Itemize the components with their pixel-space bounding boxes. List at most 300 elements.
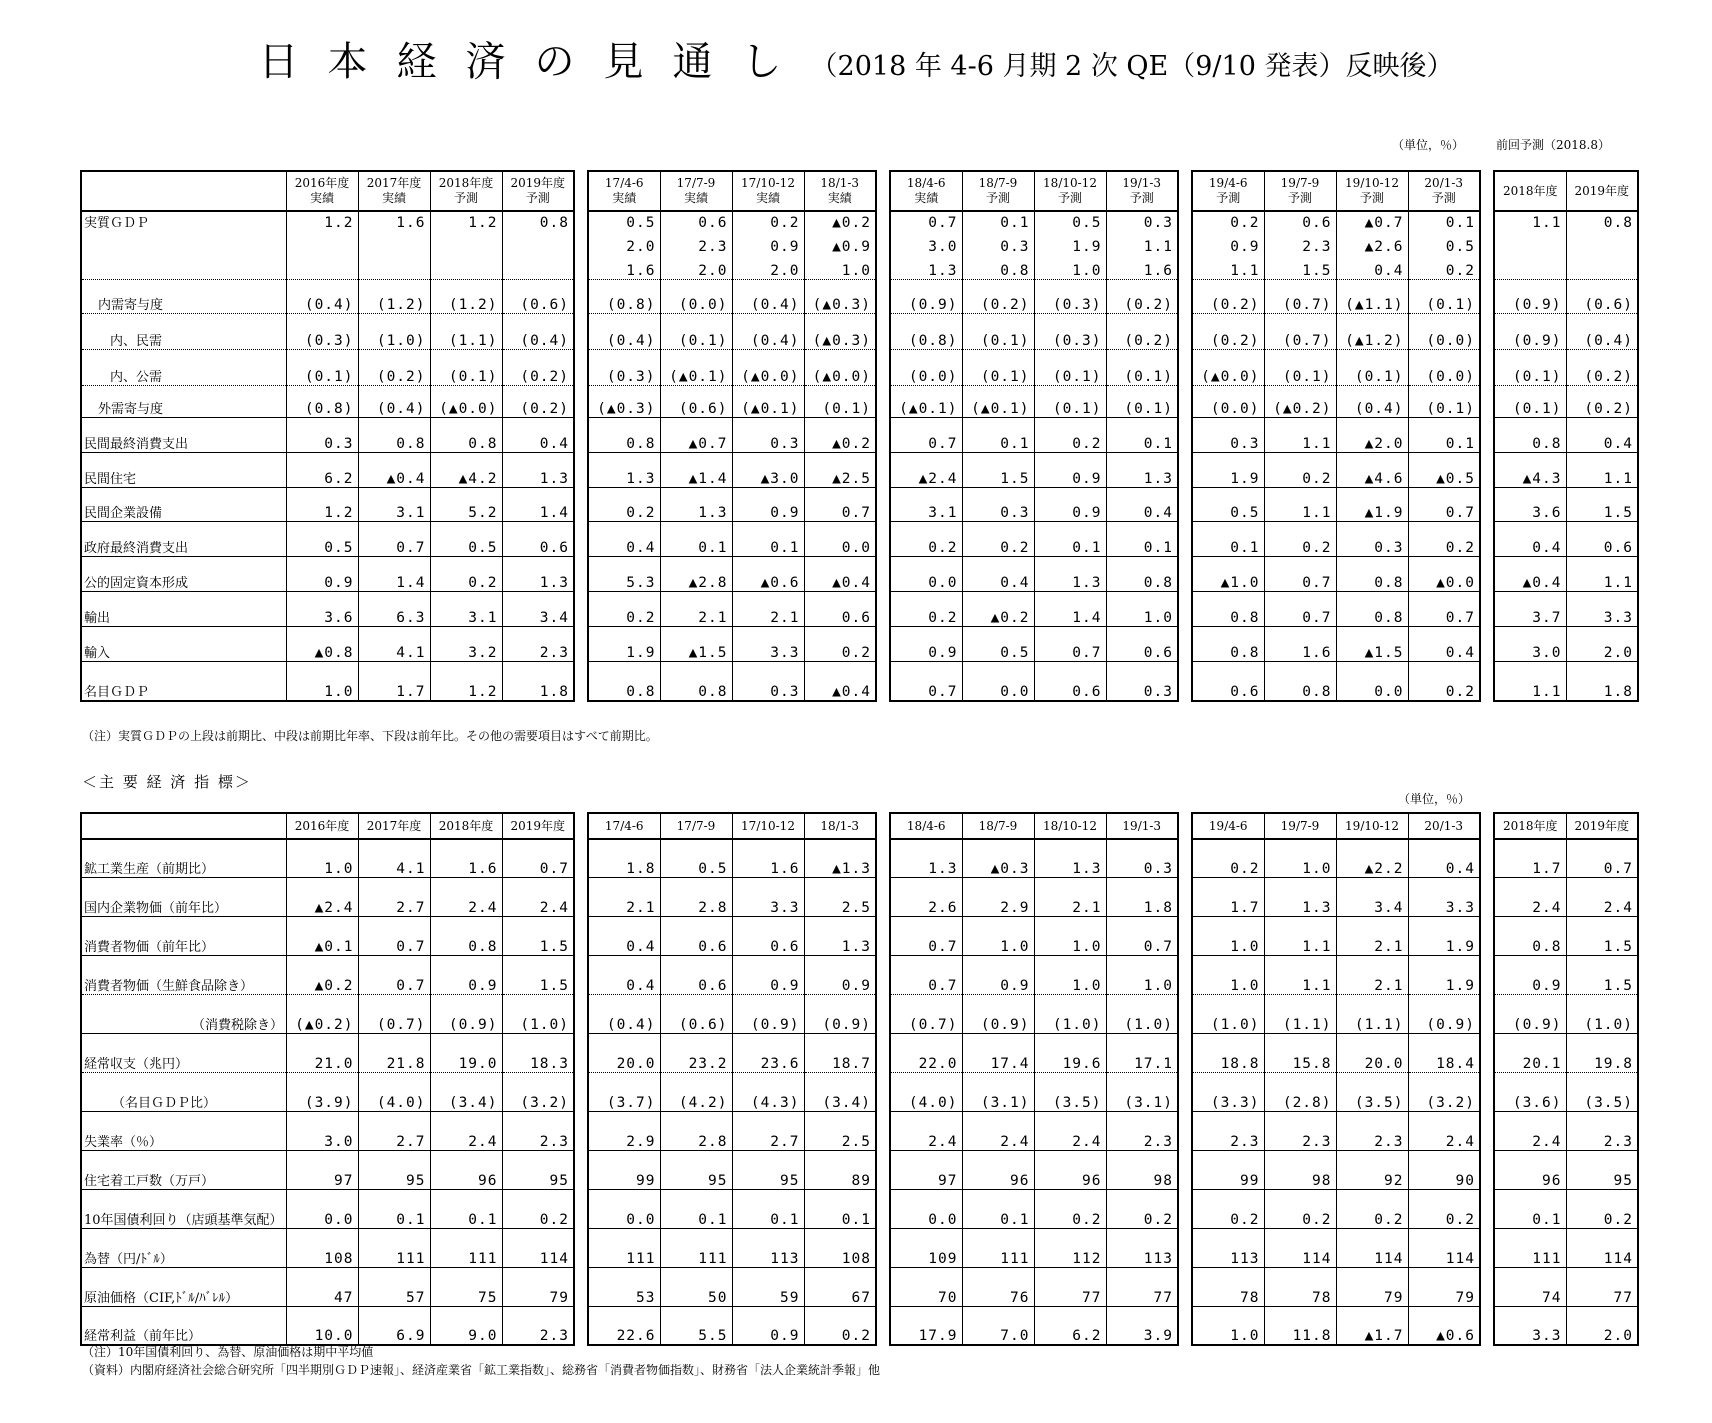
value-cell: 0.1 bbox=[660, 521, 732, 556]
value-cell: 0.7 bbox=[1408, 487, 1480, 521]
value-cell: 0.8 bbox=[1566, 211, 1638, 231]
value-cell: 18.4 bbox=[1408, 1033, 1480, 1072]
value-cell: 0.5 bbox=[430, 521, 502, 556]
value-cell: 1.5 bbox=[1566, 487, 1638, 521]
value-cell: 0.2 bbox=[962, 521, 1034, 556]
value-cell: 0.5 bbox=[1034, 211, 1106, 231]
value-cell: 3.1 bbox=[890, 487, 962, 521]
value-cell: 2019年度 bbox=[1566, 171, 1638, 211]
value-cell: 3.1 bbox=[358, 487, 430, 521]
value-cell: 47 bbox=[286, 1267, 358, 1306]
value-cell: 17/10-12 bbox=[732, 813, 804, 839]
value-cell: 0.2 bbox=[1034, 417, 1106, 452]
value-cell: ▲2.2 bbox=[1336, 839, 1408, 877]
value-cell: 0.3 bbox=[1106, 839, 1178, 877]
value-cell: 1.9 bbox=[1408, 916, 1480, 955]
value-cell: 2017年度 実績 bbox=[358, 171, 430, 211]
value-cell: (0.1) bbox=[660, 313, 732, 349]
section-title: ＜主 要 経 済 指 標＞ bbox=[82, 773, 252, 791]
value-cell: 21.0 bbox=[286, 1033, 358, 1072]
row-label: 為替（円/ﾄﾞﾙ） bbox=[81, 1228, 286, 1267]
value-cell: (0.1) bbox=[1408, 385, 1480, 417]
value-cell: 2.4 bbox=[1566, 877, 1638, 916]
value-cell: 0.8 bbox=[1336, 556, 1408, 591]
value-cell: (2.8) bbox=[1264, 1072, 1336, 1111]
value-cell: 17/7-9 実績 bbox=[660, 171, 732, 211]
value-cell: 0.8 bbox=[1336, 591, 1408, 626]
value-cell: 1.0 bbox=[286, 839, 358, 877]
value-cell: 1.8 bbox=[502, 661, 574, 701]
value-cell: 0.5 bbox=[1408, 231, 1480, 255]
value-cell: (▲0.0) bbox=[430, 385, 502, 417]
value-cell: (0.6) bbox=[660, 385, 732, 417]
value-cell: 2.3 bbox=[502, 626, 574, 661]
value-cell: 1.1 bbox=[1264, 955, 1336, 994]
value-cell: (0.1) bbox=[430, 349, 502, 385]
row-label: （消費税除き） bbox=[81, 994, 286, 1033]
value-cell: ▲0.2 bbox=[286, 955, 358, 994]
value-cell: (3.6) bbox=[1494, 1072, 1566, 1111]
value-cell: 111 bbox=[962, 1228, 1034, 1267]
row-label: 輸入 bbox=[81, 626, 286, 661]
value-cell: 19.0 bbox=[430, 1033, 502, 1072]
value-cell: 1.6 bbox=[358, 211, 430, 231]
value-cell: 108 bbox=[286, 1228, 358, 1267]
value-cell: (0.1) bbox=[804, 385, 876, 417]
value-cell: (0.1) bbox=[1494, 349, 1566, 385]
table-row bbox=[81, 955, 1638, 994]
value-cell: ▲0.1 bbox=[286, 916, 358, 955]
table-header bbox=[81, 813, 1638, 839]
value-cell: 0.8 bbox=[430, 417, 502, 452]
value-cell: (4.3) bbox=[732, 1072, 804, 1111]
value-cell: 0.8 bbox=[358, 417, 430, 452]
value-cell: ▲0.9 bbox=[804, 231, 876, 255]
value-cell: 0.1 bbox=[1106, 417, 1178, 452]
value-cell: 2.9 bbox=[588, 1111, 660, 1150]
value-cell: 18/10-12 予測 bbox=[1034, 171, 1106, 211]
value-cell: 0.8 bbox=[1192, 626, 1264, 661]
title-sub: （2018 年 4-6 月期 2 次 QE（9/10 発表）反映後） bbox=[810, 51, 1454, 82]
value-cell: 17/7-9 bbox=[660, 813, 732, 839]
value-cell: 111 bbox=[660, 1228, 732, 1267]
value-cell: (0.1) bbox=[1494, 385, 1566, 417]
value-cell: 19/10-12 bbox=[1336, 813, 1408, 839]
value-cell: 0.7 bbox=[890, 955, 962, 994]
value-cell: 0.2 bbox=[1192, 211, 1264, 231]
note-1: （注）実質ＧＤＰの上段は前期比、中段は前期比年率、下段は前年比。その他の需要項目はすべて前期比。 bbox=[82, 729, 658, 743]
value-cell: 2.5 bbox=[804, 877, 876, 916]
value-cell: 98 bbox=[1264, 1150, 1336, 1189]
value-cell: 0.4 bbox=[588, 521, 660, 556]
value-cell: 0.2 bbox=[890, 591, 962, 626]
value-cell: 17/4-6 実績 bbox=[588, 171, 660, 211]
table-row bbox=[81, 349, 1638, 385]
row-label: 輸出 bbox=[81, 591, 286, 626]
value-cell: 1.8 bbox=[1566, 661, 1638, 701]
value-cell: 0.9 bbox=[1034, 487, 1106, 521]
value-cell: (0.0) bbox=[1192, 385, 1264, 417]
value-cell: 1.0 bbox=[1034, 955, 1106, 994]
row-label: 鉱工業生産（前期比） bbox=[81, 839, 286, 877]
value-cell: 17/4-6 bbox=[588, 813, 660, 839]
value-cell: 1.0 bbox=[1192, 1306, 1264, 1345]
value-cell: 0.8 bbox=[1192, 591, 1264, 626]
value-cell: (0.9) bbox=[1494, 994, 1566, 1033]
value-cell: 0.2 bbox=[804, 1306, 876, 1345]
value-cell: 22.6 bbox=[588, 1306, 660, 1345]
value-cell: 0.8 bbox=[962, 255, 1034, 279]
value-cell: 4.1 bbox=[358, 839, 430, 877]
value-cell: 3.6 bbox=[286, 591, 358, 626]
value-cell bbox=[286, 231, 358, 255]
value-cell: 1.5 bbox=[1264, 255, 1336, 279]
value-cell: (3.1) bbox=[1106, 1072, 1178, 1111]
value-cell: (0.3) bbox=[286, 313, 358, 349]
note-2a: （注）10年国債利回り、為替、原油価格は期中平均値 bbox=[82, 1345, 374, 1359]
value-cell: 2.3 bbox=[502, 1306, 574, 1345]
value-cell: 2.0 bbox=[588, 231, 660, 255]
table-row bbox=[81, 1228, 1638, 1267]
value-cell: 3.0 bbox=[890, 231, 962, 255]
value-cell: (3.9) bbox=[286, 1072, 358, 1111]
value-cell: 1.3 bbox=[588, 452, 660, 487]
value-cell: 19/1-3 予測 bbox=[1106, 171, 1178, 211]
value-cell: 1.6 bbox=[430, 839, 502, 877]
value-cell: 67 bbox=[804, 1267, 876, 1306]
value-cell: 0.1 bbox=[1494, 1189, 1566, 1228]
value-cell: (1.1) bbox=[1264, 994, 1336, 1033]
value-cell bbox=[430, 231, 502, 255]
value-cell: (▲0.1) bbox=[890, 385, 962, 417]
value-cell: 0.2 bbox=[588, 487, 660, 521]
value-cell: 111 bbox=[1494, 1228, 1566, 1267]
value-cell: 1.1 bbox=[1106, 231, 1178, 255]
value-cell: 2.4 bbox=[1494, 877, 1566, 916]
value-cell: (1.2) bbox=[430, 279, 502, 313]
value-cell: 1.5 bbox=[502, 955, 574, 994]
value-cell: 0.2 bbox=[1566, 1189, 1638, 1228]
table-row bbox=[81, 626, 1638, 661]
value-cell: 109 bbox=[890, 1228, 962, 1267]
value-cell: 2.4 bbox=[1494, 1111, 1566, 1150]
row-label: 民間最終消費支出 bbox=[81, 417, 286, 452]
value-cell: ▲0.7 bbox=[1336, 211, 1408, 231]
value-cell: ▲0.4 bbox=[1494, 556, 1566, 591]
value-cell: 19/10-12 予測 bbox=[1336, 171, 1408, 211]
value-cell: 18.7 bbox=[804, 1033, 876, 1072]
value-cell: (0.9) bbox=[1494, 313, 1566, 349]
value-cell: 0.9 bbox=[962, 955, 1034, 994]
value-cell: 0.7 bbox=[502, 839, 574, 877]
value-cell: (0.3) bbox=[1034, 279, 1106, 313]
value-cell: 4.1 bbox=[358, 626, 430, 661]
value-cell: (1.0) bbox=[1034, 994, 1106, 1033]
value-cell: 0.3 bbox=[732, 661, 804, 701]
value-cell: 0.2 bbox=[1408, 521, 1480, 556]
value-cell: 3.1 bbox=[430, 591, 502, 626]
value-cell: ▲0.6 bbox=[1408, 1306, 1480, 1345]
value-cell: 0.7 bbox=[890, 417, 962, 452]
value-cell: 6.9 bbox=[358, 1306, 430, 1345]
value-cell: ▲0.0 bbox=[1408, 556, 1480, 591]
value-cell bbox=[430, 255, 502, 279]
value-cell: 0.0 bbox=[890, 1189, 962, 1228]
value-cell: 0.6 bbox=[1106, 626, 1178, 661]
value-cell: 0.1 bbox=[1106, 521, 1178, 556]
value-cell: (0.4) bbox=[588, 313, 660, 349]
value-cell: (▲1.1) bbox=[1336, 279, 1408, 313]
value-cell: (0.0) bbox=[890, 349, 962, 385]
value-cell: 1.4 bbox=[358, 556, 430, 591]
row-label: 民間住宅 bbox=[81, 452, 286, 487]
value-cell: 96 bbox=[1494, 1150, 1566, 1189]
table-row bbox=[81, 521, 1638, 556]
value-cell: 3.3 bbox=[1494, 1306, 1566, 1345]
value-cell: 1.3 bbox=[890, 255, 962, 279]
value-cell: 17.1 bbox=[1106, 1033, 1178, 1072]
value-cell: 0.4 bbox=[1494, 521, 1566, 556]
value-cell: 0.3 bbox=[286, 417, 358, 452]
value-cell: 2.0 bbox=[732, 255, 804, 279]
value-cell: 2.3 bbox=[660, 231, 732, 255]
value-cell: 7.0 bbox=[962, 1306, 1034, 1345]
table-row bbox=[81, 591, 1638, 626]
value-cell: 111 bbox=[430, 1228, 502, 1267]
value-cell: 18.8 bbox=[1192, 1033, 1264, 1072]
value-cell: 0.4 bbox=[1566, 417, 1638, 452]
value-cell bbox=[1566, 231, 1638, 255]
value-cell: (3.2) bbox=[1408, 1072, 1480, 1111]
value-cell: 0.2 bbox=[1336, 1189, 1408, 1228]
value-cell: 114 bbox=[1264, 1228, 1336, 1267]
value-cell: 0.9 bbox=[804, 955, 876, 994]
value-cell: 2.4 bbox=[1034, 1111, 1106, 1150]
value-cell: (0.6) bbox=[660, 994, 732, 1033]
table-row bbox=[81, 661, 1638, 701]
value-cell: 18/4-6 実績 bbox=[890, 171, 962, 211]
value-cell: 0.2 bbox=[502, 1189, 574, 1228]
value-cell: 1.1 bbox=[1494, 661, 1566, 701]
value-cell: 3.4 bbox=[502, 591, 574, 626]
row-label: 失業率（％） bbox=[81, 1111, 286, 1150]
value-cell: (0.7) bbox=[358, 994, 430, 1033]
value-cell: ▲2.5 bbox=[804, 452, 876, 487]
value-cell: 76 bbox=[962, 1267, 1034, 1306]
value-cell: 0.5 bbox=[286, 521, 358, 556]
value-cell: 0.6 bbox=[732, 916, 804, 955]
value-cell: 0.6 bbox=[1566, 521, 1638, 556]
value-cell: 0.6 bbox=[660, 916, 732, 955]
value-cell: 0.0 bbox=[286, 1189, 358, 1228]
value-cell: ▲1.0 bbox=[1192, 556, 1264, 591]
value-cell: 0.3 bbox=[962, 231, 1034, 255]
value-cell: 21.8 bbox=[358, 1033, 430, 1072]
value-cell: 2.1 bbox=[1336, 916, 1408, 955]
row-label: 経常収支（兆円） bbox=[81, 1033, 286, 1072]
value-cell: 20.1 bbox=[1494, 1033, 1566, 1072]
value-cell: (0.4) bbox=[286, 279, 358, 313]
value-cell: (0.1) bbox=[962, 349, 1034, 385]
value-cell: 1.0 bbox=[1106, 955, 1178, 994]
value-cell: (4.2) bbox=[660, 1072, 732, 1111]
value-cell: ▲0.6 bbox=[732, 556, 804, 591]
value-cell: 3.6 bbox=[1494, 487, 1566, 521]
value-cell: 0.8 bbox=[430, 916, 502, 955]
value-cell: 0.7 bbox=[1408, 591, 1480, 626]
value-cell: (0.4) bbox=[358, 385, 430, 417]
value-cell: 1.9 bbox=[588, 626, 660, 661]
value-cell: 2.9 bbox=[962, 877, 1034, 916]
value-cell: 112 bbox=[1034, 1228, 1106, 1267]
value-cell: 0.2 bbox=[732, 211, 804, 231]
value-cell: 1.6 bbox=[1264, 626, 1336, 661]
value-cell: 0.7 bbox=[1566, 839, 1638, 877]
value-cell: 1.9 bbox=[1034, 231, 1106, 255]
value-cell: (1.0) bbox=[502, 994, 574, 1033]
value-cell: 1.3 bbox=[660, 487, 732, 521]
value-cell: 1.5 bbox=[962, 452, 1034, 487]
value-cell: 19/7-9 予測 bbox=[1264, 171, 1336, 211]
value-cell bbox=[1494, 255, 1566, 279]
row-label bbox=[81, 171, 286, 211]
value-cell: 92 bbox=[1336, 1150, 1408, 1189]
value-cell: 2.6 bbox=[890, 877, 962, 916]
value-cell: 99 bbox=[588, 1150, 660, 1189]
value-cell: 59 bbox=[732, 1267, 804, 1306]
value-cell: 1.4 bbox=[1034, 591, 1106, 626]
value-cell: 18.3 bbox=[502, 1033, 574, 1072]
value-cell: (0.2) bbox=[1566, 349, 1638, 385]
value-cell: 0.7 bbox=[890, 661, 962, 701]
value-cell: (0.3) bbox=[1034, 313, 1106, 349]
value-cell: (3.4) bbox=[804, 1072, 876, 1111]
value-cell: 3.3 bbox=[1566, 591, 1638, 626]
value-cell: 18/7-9 bbox=[962, 813, 1034, 839]
value-cell: 70 bbox=[890, 1267, 962, 1306]
value-cell: (0.1) bbox=[962, 313, 1034, 349]
value-cell: 1.5 bbox=[1566, 916, 1638, 955]
row-label bbox=[81, 813, 286, 839]
value-cell: (0.0) bbox=[1408, 349, 1480, 385]
value-cell: 19.6 bbox=[1034, 1033, 1106, 1072]
value-cell: 1.0 bbox=[1034, 916, 1106, 955]
value-cell: 1.3 bbox=[502, 452, 574, 487]
value-cell: ▲1.3 bbox=[804, 839, 876, 877]
value-cell: (1.0) bbox=[1566, 994, 1638, 1033]
value-cell: (1.1) bbox=[430, 313, 502, 349]
row-label bbox=[81, 231, 286, 255]
value-cell: 0.1 bbox=[660, 1189, 732, 1228]
value-cell: (0.9) bbox=[1494, 279, 1566, 313]
value-cell: 0.8 bbox=[1106, 556, 1178, 591]
value-cell: 0.7 bbox=[804, 487, 876, 521]
value-cell: 114 bbox=[502, 1228, 574, 1267]
value-cell: 2.0 bbox=[660, 255, 732, 279]
value-cell: 0.1 bbox=[732, 521, 804, 556]
value-cell: (0.9) bbox=[1408, 994, 1480, 1033]
value-cell: 17.9 bbox=[890, 1306, 962, 1345]
value-cell: 0.8 bbox=[1494, 916, 1566, 955]
value-cell: (0.7) bbox=[1264, 279, 1336, 313]
value-cell: 50 bbox=[660, 1267, 732, 1306]
indicators-table-wrap bbox=[80, 812, 1639, 1346]
value-cell: (0.4) bbox=[1336, 385, 1408, 417]
value-cell: (▲0.3) bbox=[804, 279, 876, 313]
value-cell: (0.6) bbox=[1566, 279, 1638, 313]
value-cell: 1.1 bbox=[1264, 487, 1336, 521]
value-cell: 2.3 bbox=[1566, 1111, 1638, 1150]
value-cell: 1.1 bbox=[1264, 916, 1336, 955]
value-cell: 96 bbox=[1034, 1150, 1106, 1189]
value-cell: 95 bbox=[1566, 1150, 1638, 1189]
value-cell: 0.7 bbox=[1264, 556, 1336, 591]
value-cell: (0.2) bbox=[1106, 313, 1178, 349]
value-cell: 0.4 bbox=[1106, 487, 1178, 521]
value-cell: 0.2 bbox=[1264, 1189, 1336, 1228]
value-cell: 0.5 bbox=[1192, 487, 1264, 521]
row-label: 内、公需 bbox=[81, 349, 286, 385]
note-2b: （資料）内閣府経済社会総合研究所「四半期別ＧＤＰ速報」、経済産業省「鉱工業指数」、総務省「消費者物価指数」、財務省「法人企業統計季報」他 bbox=[82, 1363, 881, 1377]
table-row bbox=[81, 1111, 1638, 1150]
value-cell: 0.0 bbox=[1336, 661, 1408, 701]
value-cell: 3.3 bbox=[732, 877, 804, 916]
value-cell: 0.9 bbox=[430, 955, 502, 994]
value-cell: 113 bbox=[1192, 1228, 1264, 1267]
value-cell: 0.8 bbox=[588, 661, 660, 701]
unit-label-1: （単位，％） bbox=[1392, 138, 1465, 152]
value-cell: 111 bbox=[588, 1228, 660, 1267]
value-cell: 0.6 bbox=[1034, 661, 1106, 701]
value-cell: 0.1 bbox=[358, 1189, 430, 1228]
value-cell: 2018年度 bbox=[430, 813, 502, 839]
value-cell: 1.7 bbox=[358, 661, 430, 701]
value-cell: 0.2 bbox=[1106, 1189, 1178, 1228]
value-cell: 2.4 bbox=[430, 877, 502, 916]
value-cell: (0.9) bbox=[804, 994, 876, 1033]
value-cell: 1.2 bbox=[286, 211, 358, 231]
value-cell: 2.3 bbox=[1264, 1111, 1336, 1150]
value-cell: 75 bbox=[430, 1267, 502, 1306]
value-cell: 20/1-3 予測 bbox=[1408, 171, 1480, 211]
value-cell: 1.2 bbox=[286, 487, 358, 521]
value-cell: (▲0.1) bbox=[962, 385, 1034, 417]
value-cell: 114 bbox=[1566, 1228, 1638, 1267]
value-cell: (0.2) bbox=[1106, 279, 1178, 313]
value-cell: (3.5) bbox=[1034, 1072, 1106, 1111]
value-cell: ▲2.0 bbox=[1336, 417, 1408, 452]
value-cell: (0.2) bbox=[502, 349, 574, 385]
value-cell: 95 bbox=[358, 1150, 430, 1189]
value-cell: 0.8 bbox=[1494, 417, 1566, 452]
value-cell: (3.5) bbox=[1336, 1072, 1408, 1111]
value-cell: 0.0 bbox=[890, 556, 962, 591]
value-cell: 0.9 bbox=[732, 231, 804, 255]
row-label: 実質ＧＤＰ bbox=[81, 211, 286, 231]
value-cell: 0.9 bbox=[1034, 452, 1106, 487]
value-cell: 5.5 bbox=[660, 1306, 732, 1345]
value-cell: ▲0.2 bbox=[962, 591, 1034, 626]
value-cell: 74 bbox=[1494, 1267, 1566, 1306]
value-cell: (0.0) bbox=[1408, 313, 1480, 349]
value-cell: 18/10-12 bbox=[1034, 813, 1106, 839]
value-cell: 2.7 bbox=[732, 1111, 804, 1150]
row-label: （名目ＧＤＰ比） bbox=[81, 1072, 286, 1111]
value-cell: 96 bbox=[430, 1150, 502, 1189]
value-cell: (0.8) bbox=[890, 313, 962, 349]
value-cell: 0.7 bbox=[890, 211, 962, 231]
value-cell: 2.1 bbox=[732, 591, 804, 626]
